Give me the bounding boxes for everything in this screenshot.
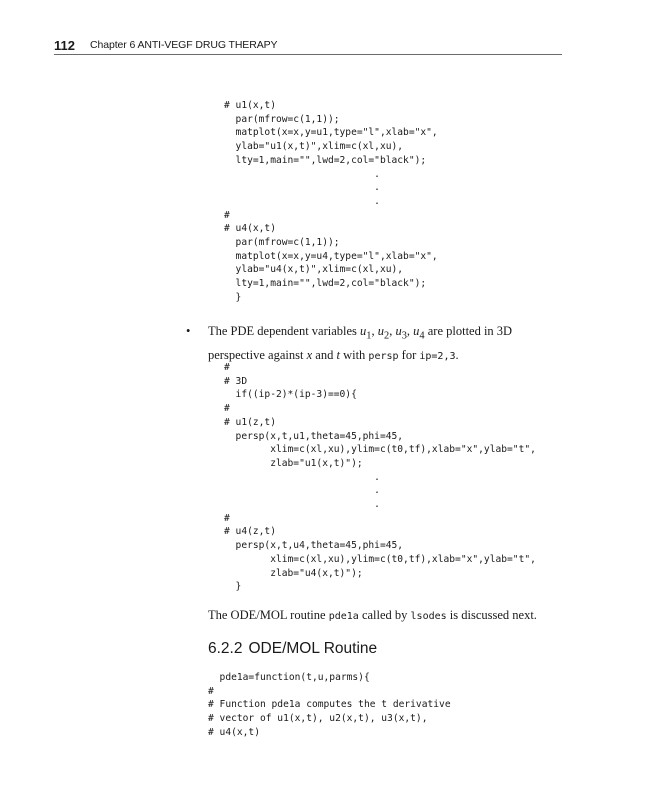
bullet-icon: • — [186, 324, 191, 338]
running-title: Chapter 6 ANTI-VEGF DRUG THERAPY — [90, 39, 278, 51]
code-block-pde1a: pde1a=function(t,u,parms){ # # Function pde1a computes the t derivative # vector of u1(x,t), u2(x,t), u3(x,t), # u4(x,t) — [208, 672, 451, 738]
bullet-item — [186, 322, 568, 366]
bullet-text: The PDE dependent variables $u_1$, $u_2$, $u_3$, $u_4$ are plotted in 3D perspective against x and t with persp for ip=2,3. — [208, 324, 513, 362]
running-header — [54, 38, 562, 55]
section-title: ODE/MOL Routine — [248, 640, 378, 657]
code-block-plot-2d: # u1(x,t) par(mfrow=c(1,1)); matplot(x=x,y=u1,type="l",xlab="x", ylab="u1(x,t)",xlim=c(xl,xu), lty=1,main="",lwd=2,col="black"); . . . # # u4(x,t) par(mfrow=c(1,1)); matplot(x=x,y=u4,type="l",xlab="x", ylab="u4(x,t)",xlim=c(xl,xu), lty=1,main="",lwd=2,col="black"); } — [224, 100, 438, 303]
page-number: 112 — [54, 38, 75, 53]
body-paragraph: The ODE/MOL routine pde1a called by lsodes is discussed next. — [208, 608, 537, 622]
section-heading — [208, 640, 377, 658]
section-number: 6.2.2 — [208, 640, 243, 657]
code-block-plot-3d: # # 3D if((ip-2)*(ip-3)==0){ # # u1(z,t) persp(x,t,u1,theta=45,phi=45, xlim=c(xl,xu),ylim=c(t0,tf),xlab="x",ylab="t", zlab="u1(x,t)"); . . . # # u4(z,t) persp(x,t,u4,theta=45,phi=45, xlim=c(xl,xu),ylim=c(t0,tf),xlab="x",ylab="t", zlab="u4(x,t)"); } — [224, 362, 536, 593]
